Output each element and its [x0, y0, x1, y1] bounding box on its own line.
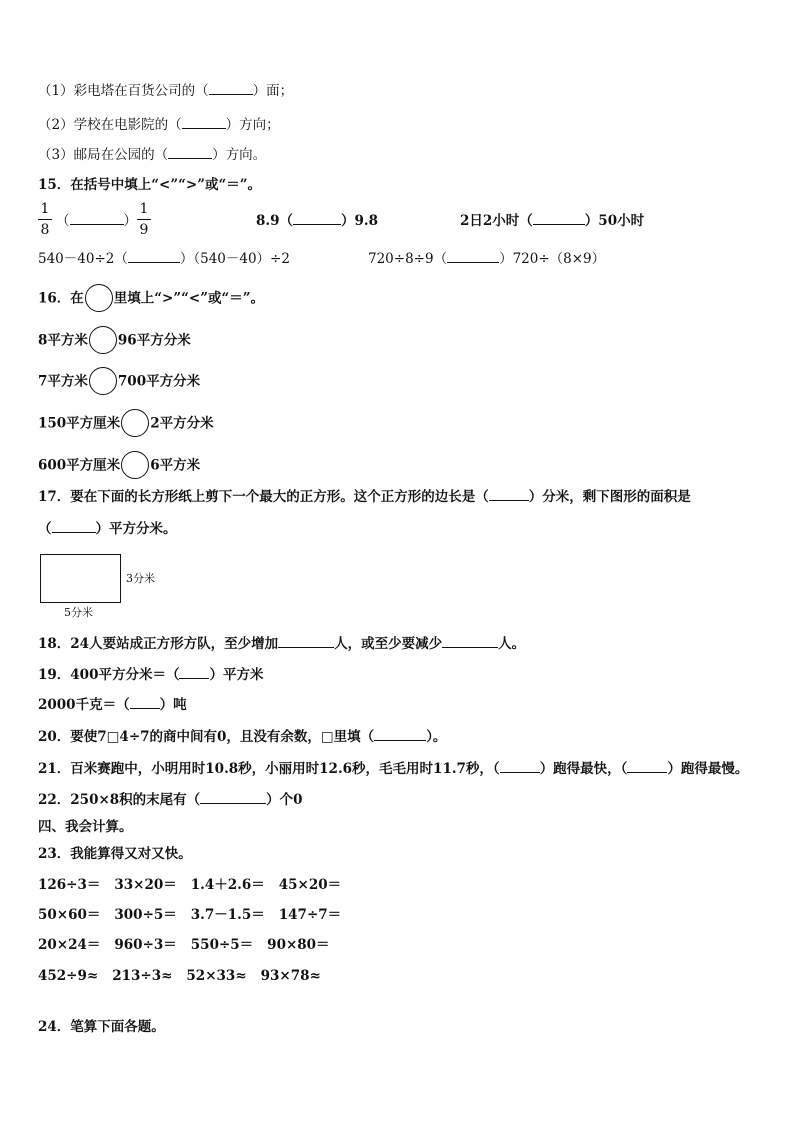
compare-circle[interactable]: [121, 451, 149, 479]
calc-item: 45×20＝: [278, 877, 342, 893]
q16-row-1: 8平方米 96平方分米: [38, 327, 191, 355]
q15-compare-1: （ ）: [56, 213, 137, 229]
calc-item: 452÷9≈: [38, 968, 99, 984]
section-heading: 四、我会计算。: [38, 819, 133, 835]
q24-title: 24．笔算下面各题。: [38, 1019, 165, 1035]
q18: 18．24人要站成正方形方队，至少增加 人，或至少要减少 人。: [38, 636, 526, 652]
q21: 21．百米赛跑中，小明用时10.8秒，小丽用时12.6秒，毛毛用时11.7秒，（ ）跑得最快，（ ）跑得最慢。: [38, 761, 749, 777]
q16-row-4: 600平方厘米 6平方米: [38, 452, 200, 480]
q22: 22．250×8积的末尾有（ ）个0: [38, 792, 303, 808]
q16-row-3: 150平方厘米 2平方分米: [38, 410, 214, 438]
q20: 20．要使7□4÷7的商中间有0，且没有余数，□里填（ ）。: [38, 729, 447, 745]
q23-title: 23．我能算得又对又快。: [38, 846, 192, 862]
calc-item: 3.7－1.5＝: [190, 907, 265, 923]
answer-blank[interactable]: [627, 761, 667, 773]
calc-item: 93×78≈: [260, 968, 321, 984]
answer-blank[interactable]: [179, 667, 209, 679]
calc-item: 213÷3≈: [112, 968, 173, 984]
calc-item: 90×80＝: [267, 937, 330, 953]
calc-row-4: [38, 967, 335, 985]
circle-blank-example: [85, 284, 113, 312]
q17-line-2: （ ）平方分米。: [38, 521, 177, 537]
q19-b: 2000千克＝（ ）吨: [38, 697, 187, 713]
answer-blank[interactable]: [70, 213, 124, 225]
rectangle-figure: [40, 554, 121, 603]
calc-row-3: [38, 936, 344, 954]
q14-item-1: （1）彩电塔在百货公司的（ ）面；: [38, 83, 294, 99]
q15-compare-3: 2日2小时（ ）50小时: [460, 213, 645, 229]
answer-blank[interactable]: [489, 489, 529, 501]
answer-blank[interactable]: [200, 792, 266, 804]
fraction-one-eighth: 1 8: [38, 201, 52, 238]
compare-circle[interactable]: [89, 367, 117, 395]
q14-item-3: （3）邮局在公园的（ ）方向。: [38, 147, 267, 163]
q16-row-2: 7平方米 700平方分米: [38, 368, 200, 396]
calc-row-1: [38, 876, 355, 894]
answer-blank[interactable]: [209, 83, 253, 95]
q15-title: 15．在括号中填上“<”“>”或“＝”。: [38, 177, 262, 193]
answer-blank[interactable]: [182, 117, 226, 129]
height-label: 3分米: [126, 572, 155, 585]
q15-compare-4: 540－40÷2（ ）（540－40）÷2: [38, 251, 290, 267]
calc-item: 147÷7＝: [278, 907, 342, 923]
q15-compare-2: 8.9（ ）9.8: [256, 213, 378, 229]
answer-blank[interactable]: [442, 636, 498, 648]
q17-line-1: 17．要在下面的长方形纸上剪下一个最大的正方形。这个正方形的边长是（ ）分米，剩下图形的面积是: [38, 489, 691, 505]
calc-item: 550÷5＝: [190, 937, 254, 953]
answer-blank[interactable]: [278, 636, 334, 648]
q14-item-2: （2）学校在电影院的（ ）方向；: [38, 117, 280, 133]
answer-blank[interactable]: [293, 213, 341, 225]
calc-row-2: [38, 906, 355, 924]
q16-title: 16．在 里填上“>”“<”或“＝”。: [38, 285, 264, 313]
calc-item: 33×20＝: [114, 877, 177, 893]
compare-circle[interactable]: [121, 409, 149, 437]
fraction-one-ninth: 1 9: [137, 201, 151, 238]
calc-item: 960÷3＝: [114, 937, 177, 953]
width-label: 5分米: [64, 606, 93, 619]
answer-blank[interactable]: [130, 697, 160, 709]
q15-compare-5: 720÷8÷9（ ）720÷（8×9）: [368, 251, 606, 267]
calc-item: 50×60＝: [38, 907, 101, 923]
answer-blank[interactable]: [447, 251, 499, 263]
answer-blank[interactable]: [52, 521, 96, 533]
answer-blank[interactable]: [374, 729, 426, 741]
answer-blank[interactable]: [128, 251, 180, 263]
answer-blank[interactable]: [168, 147, 212, 159]
q19-a: 19．400平方分米＝（ ）平方米: [38, 667, 264, 683]
calc-item: 52×33≈: [186, 968, 247, 984]
calc-item: 20×24＝: [38, 937, 101, 953]
calc-item: 1.4＋2.6＝: [190, 877, 265, 893]
compare-circle[interactable]: [89, 326, 117, 354]
answer-blank[interactable]: [533, 213, 585, 225]
answer-blank[interactable]: [500, 761, 540, 773]
calc-item: 126÷3＝: [38, 877, 101, 893]
calc-item: 300÷5＝: [114, 907, 177, 923]
